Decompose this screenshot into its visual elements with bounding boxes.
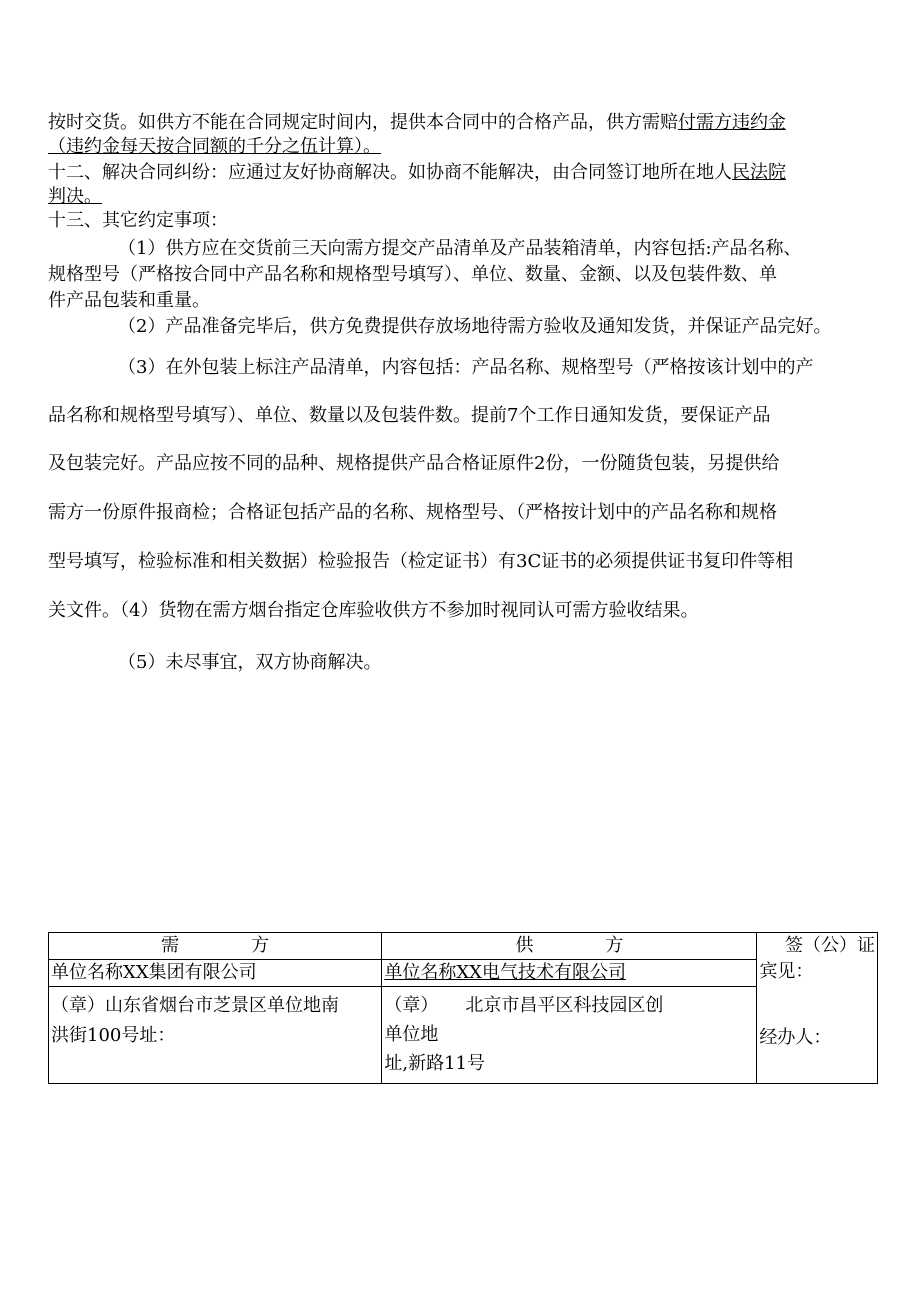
item-1-line-3: 件产品包装和重量。 — [48, 290, 210, 311]
buyer-header: 需 方 — [49, 933, 382, 960]
signature-table — [48, 932, 878, 1084]
clause-12-underlined-text: 民法院 — [732, 162, 786, 183]
signature-table-header-row — [49, 933, 878, 960]
item-1-line-1: （1）供方应在交货前三天向需方提交产品清单及产品装箱清单，内容包括:产品名称、 — [118, 238, 802, 259]
item-3-line-6: 关文件。（4）货物在需方烟台指定仓库验收供方不参加时视同认可需方验收结果。 — [48, 600, 699, 621]
supplier-address-line-3: 址,新路11号 — [384, 1053, 485, 1074]
supplier-address — [382, 987, 757, 1084]
clause-12-line-1 — [48, 162, 786, 184]
supplier-name: 单位名称XX电气技术有限公司 — [382, 960, 757, 987]
supplier-address-line-1: （章） 北京市昌平区科技园区创 — [384, 995, 664, 1016]
item-3-line-1: （3）在外包装上标注产品清单，内容包括：产品名称、规格型号（严格按该计划中的产 — [118, 357, 814, 378]
supplier-address-line-2: 单位地 — [384, 1024, 439, 1045]
item-2-line-1: （2）产品准备完毕后，供方免费提供存放场地待需方验收及通知发货，并保证产品完好。 — [118, 316, 832, 337]
item-3-line-4: 需方一份原件报商检；合格证包括产品的名称、规格型号、（严格按计划中的产品名称和规格 — [48, 502, 777, 523]
buyer-address-line-2: 洪街100号址： — [51, 1025, 176, 1046]
item-5-line-1: （5）未尽事宜，双方协商解决。 — [118, 652, 382, 673]
item-1-line-2: 规格型号（严格按合同中产品名称和规格型号填写）、单位、数量、金额、以及包装件数、单 — [48, 264, 777, 285]
notary-opinion: 宾见： — [759, 961, 814, 982]
buyer-address — [49, 987, 382, 1084]
clause-12-line-2: 判决。 — [48, 186, 102, 207]
notary-cell — [757, 933, 878, 1084]
buyer-name: 单位名称XX集团有限公司 — [49, 960, 382, 987]
document-page — [48, 0, 882, 1301]
item-3-line-2: 品名称和规格型号填写）、单位、数量以及包装件数。提前7个工作日通知发货，要保证产品 — [48, 405, 771, 426]
signature-table-name-row — [49, 960, 878, 987]
notary-handler: 经办人： — [759, 1027, 832, 1048]
item-3-line-5: 型号填写，检验标准和相关数据）检验报告（检定证书）有3C证书的必须提供证书复印件等相 — [48, 551, 794, 572]
item-3-line-3: 及包装完好。产品应按不同的品种、规格提供产品合格证原件2份，一份随货包装，另提供给 — [48, 453, 780, 474]
buyer-address-line-1: （章）山东省烟台市芝景区单位地南 — [51, 995, 339, 1016]
signature-table-address-row — [49, 987, 878, 1084]
clause-13-title: 十三、其它约定事项： — [48, 210, 228, 231]
clause-12-text: 十二、解决合同纠纷：应通过友好协商解决。如协商不能解决，由合同签订地所在地人 — [48, 162, 732, 183]
clause-11-line-1 — [48, 112, 786, 134]
clause-11-text: 按时交货。如供方不能在合同规定时间内，提供本合同中的合格产品，供方需赔 — [48, 112, 678, 133]
supplier-header: 供 方 — [382, 933, 757, 960]
notary-header: 签（公）证 — [785, 935, 875, 956]
clause-11-line-2: （违约金每天按合同额的千分之伍计算）。 — [48, 136, 381, 157]
clause-11-underlined-text: 付需方违约金 — [678, 112, 786, 133]
